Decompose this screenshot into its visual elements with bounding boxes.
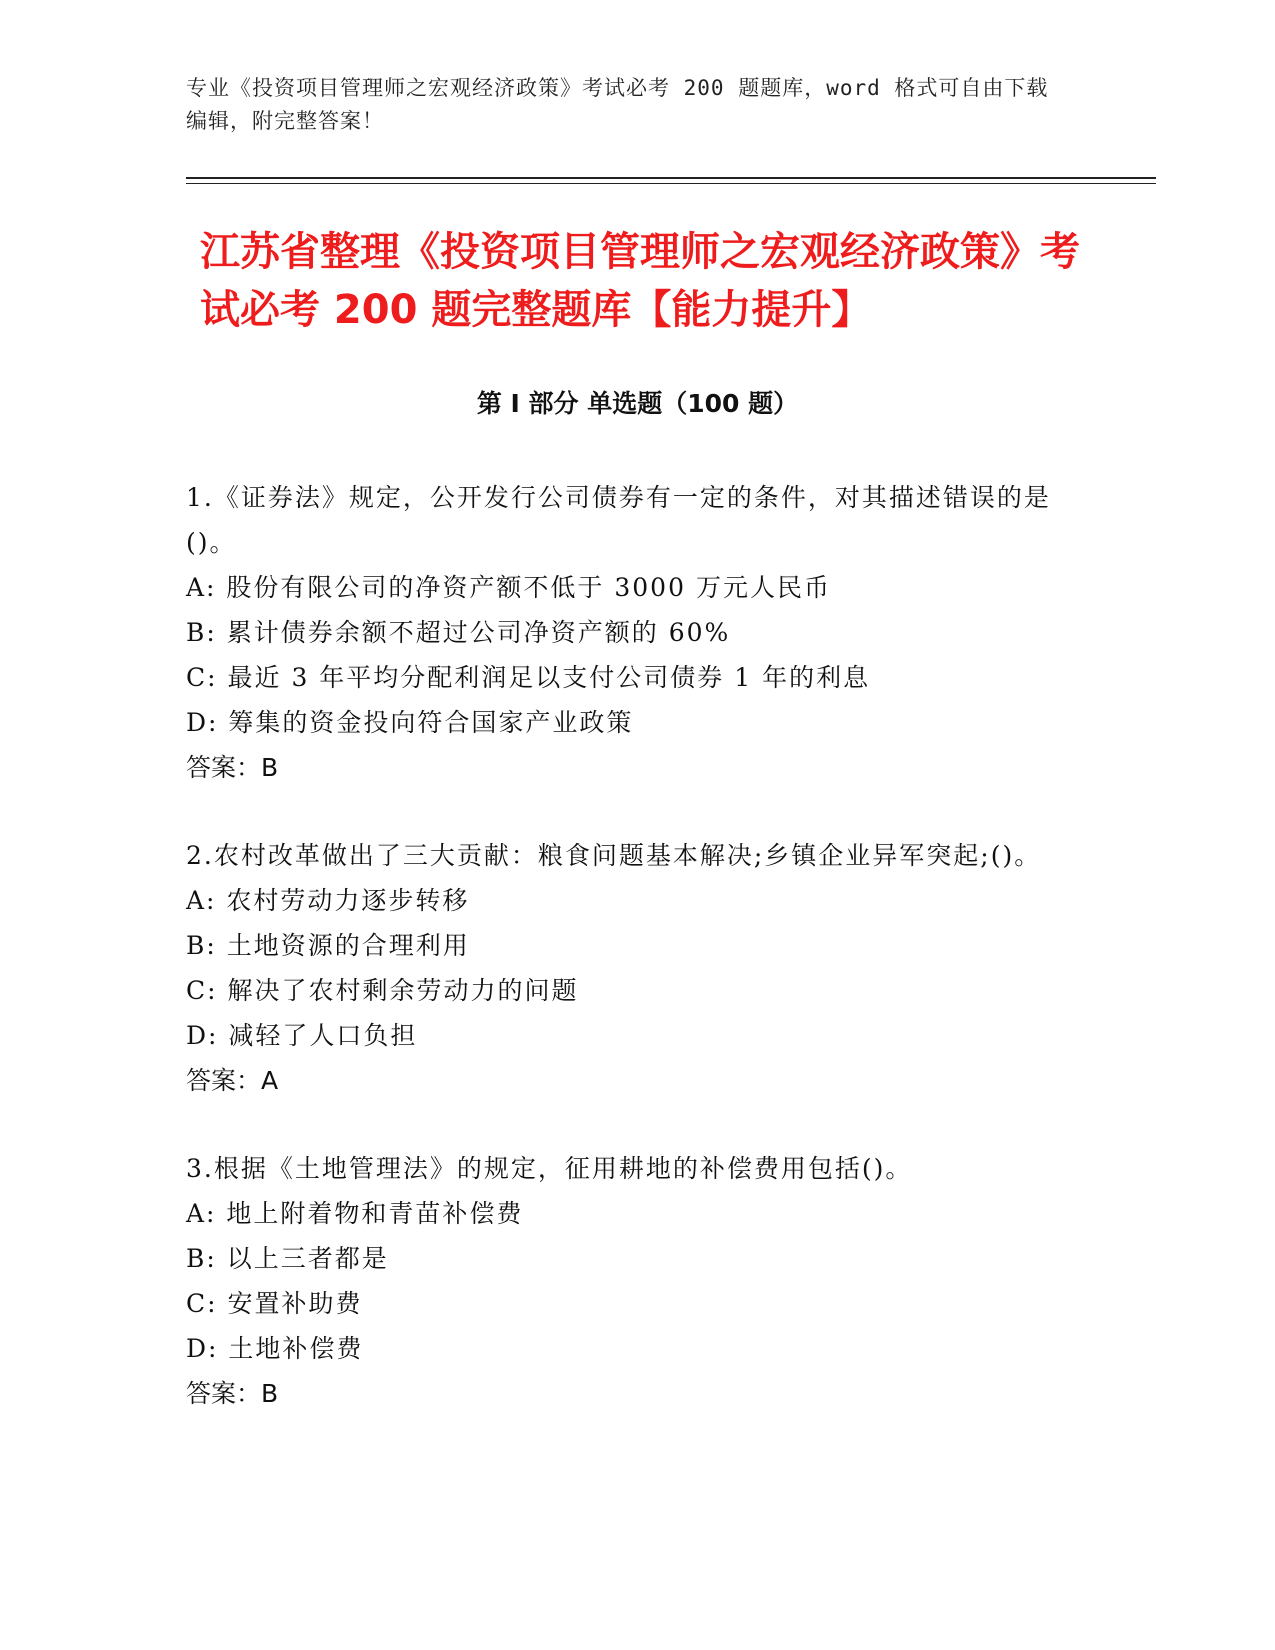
answer-line: 答案：B [186, 1379, 279, 1408]
header-divider-thin [186, 183, 1156, 184]
option-c: C: 安置补助费 [186, 1289, 363, 1318]
option-a: A: 地上附着物和青苗补偿费 [186, 1199, 524, 1228]
option-c: C: 最近 3 年平均分配利润足以支付公司债券 1 年的利息 [186, 663, 871, 692]
option-a: A: 股份有限公司的净资产额不低于 3000 万元人民币 [186, 573, 831, 602]
question-stem: 2.农村改革做出了三大贡献：粮食问题基本解决;乡镇企业异军突起;()。 [186, 841, 1042, 870]
question-item-3 [186, 1146, 1066, 1416]
question-stem: 3.根据《土地管理法》的规定，征用耕地的补偿费用包括()。 [186, 1154, 913, 1183]
question-list [186, 475, 1066, 1459]
answer-line: 答案：A [186, 1066, 279, 1095]
section-heading: 第 I 部分 单选题（100 题） [476, 389, 799, 418]
question-item-1 [186, 475, 1066, 790]
question-item-2 [186, 833, 1066, 1103]
option-d: D: 筹集的资金投向符合国家产业政策 [186, 708, 634, 737]
header-divider-thick [186, 177, 1156, 179]
option-b: B: 以上三者都是 [186, 1244, 389, 1273]
option-d: D: 减轻了人口负担 [186, 1021, 418, 1050]
option-c: C: 解决了农村剩余劳动力的问题 [186, 976, 579, 1005]
option-d: D: 土地补偿费 [186, 1334, 364, 1363]
option-b: B: 土地资源的合理利用 [186, 931, 470, 960]
header-note: 专业《投资项目管理师之宏观经济政策》考试必考 200 题题库，word 格式可自由下载编辑，附完整答案！ [186, 76, 1049, 133]
option-b: B: 累计债券余额不超过公司净资产额的 60% [186, 618, 731, 647]
question-stem: 1.《证券法》规定，公开发行公司债券有一定的条件，对其描述错误的是()。 [186, 483, 1051, 557]
answer-line: 答案：B [186, 753, 279, 782]
document-title: 江苏省整理《投资项目管理师之宏观经济政策》考试必考 200 题完整题库【能力提升】 [200, 229, 1080, 333]
option-a: A: 农村劳动力逐步转移 [186, 886, 470, 915]
